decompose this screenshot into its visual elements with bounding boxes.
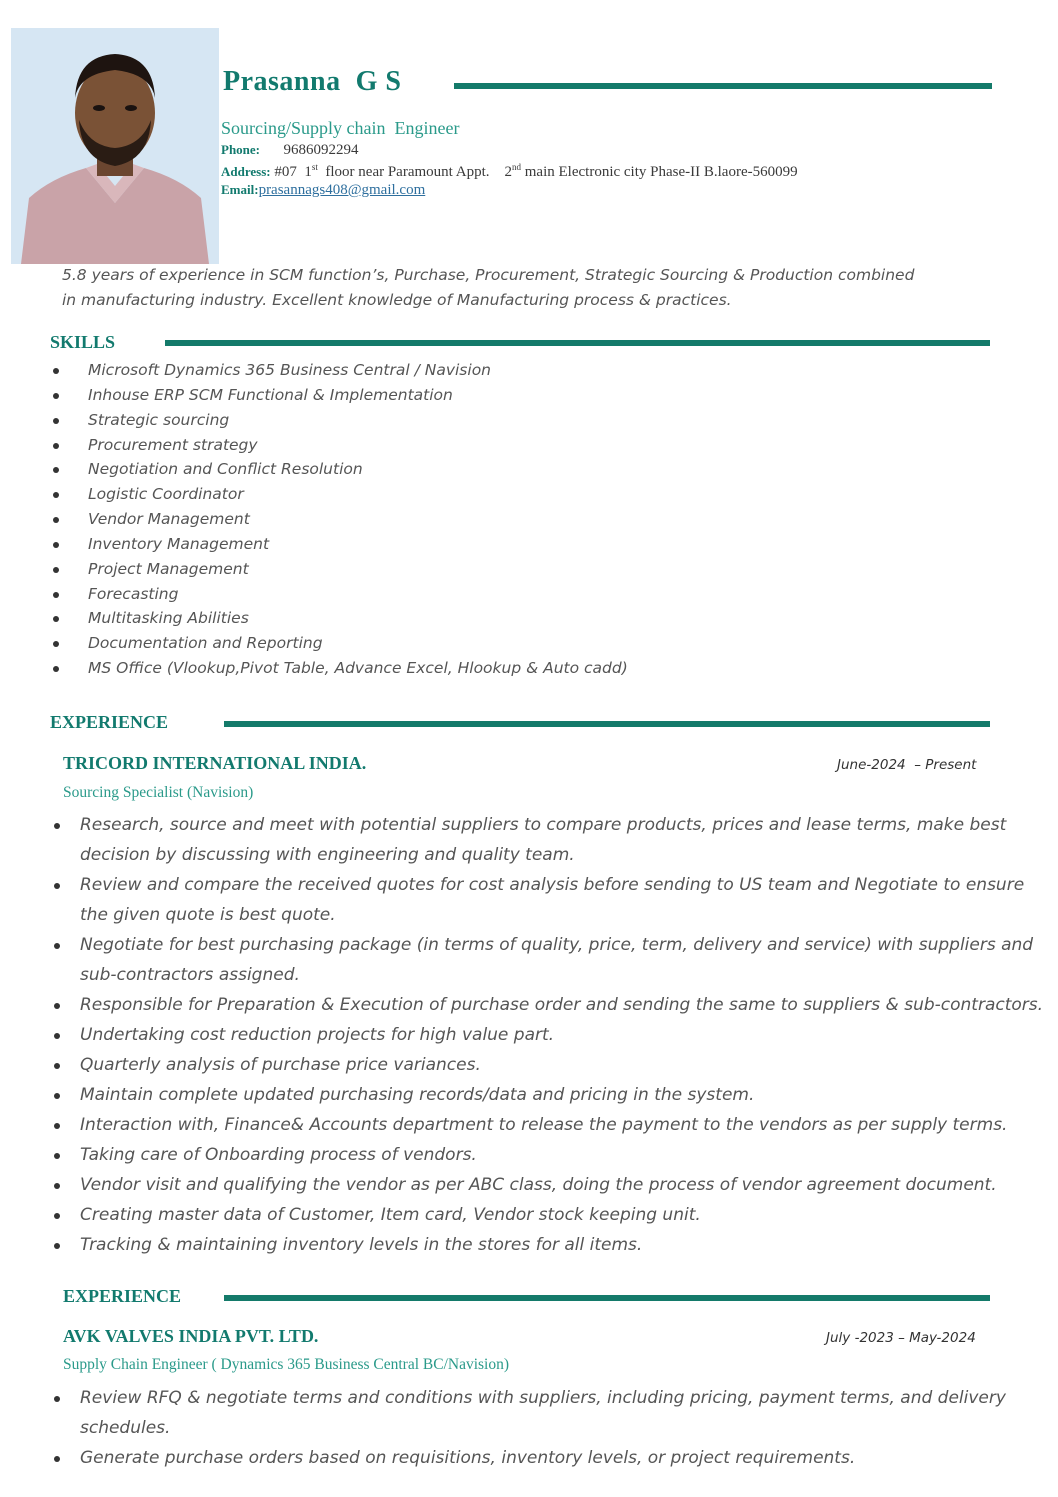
responsibility-item-text: Quarterly analysis of purchase price variances.	[80, 1055, 481, 1075]
address-sup2: nd	[512, 162, 522, 172]
address-label: Address:	[221, 164, 271, 179]
bullet-icon	[54, 1183, 60, 1189]
responsibility-item-text: Tracking & maintaining inventory levels in the stores for all items.	[80, 1235, 643, 1255]
skill-item	[52, 408, 752, 433]
summary-line-2: in manufacturing industry. Excellent knowledge of Manufacturing process & practices.	[62, 291, 732, 309]
responsibility-item	[52, 1080, 1052, 1110]
email-label: Email:	[221, 182, 259, 197]
summary-line-1: 5.8 years of experience in SCM function’s, Purchase, Procurement, Strategic Sourcing & Production combined	[62, 266, 915, 284]
bullet-icon	[53, 616, 59, 622]
responsibility-item-text: Taking care of Onboarding process of vendors.	[80, 1145, 477, 1165]
bullet-icon	[54, 1243, 60, 1249]
experience-divider-2	[224, 1295, 990, 1301]
profile-photo	[11, 28, 219, 264]
company-name-2: AVK VALVES INDIA PVT. LTD.	[63, 1326, 319, 1346]
email-row	[221, 182, 425, 199]
skill-item-text: Project Management	[88, 559, 249, 578]
skill-item-text: Multitasking Abilities	[88, 609, 249, 628]
responsibility-item-text: Vendor visit and qualifying the vendor as per ABC class, doing the process of vendor agreement document.	[80, 1175, 997, 1195]
skill-item-text: Inhouse ERP SCM Functional & Implementation	[88, 385, 453, 404]
skill-item-text: Documentation and Reporting	[88, 634, 323, 653]
bullet-icon	[53, 542, 59, 548]
address-sup1: st	[311, 162, 318, 172]
responsibility-item-text: Negotiate for best purchasing package (in terms of quality, price, term, delivery and service) with suppliers and sub-contractors assigned.	[80, 935, 1034, 985]
bullet-icon	[53, 443, 59, 449]
bullet-icon	[53, 517, 59, 523]
responsibility-item	[52, 1383, 1052, 1443]
job-role-1: Sourcing Specialist (Navision)	[63, 784, 254, 801]
bullet-icon	[54, 943, 60, 949]
candidate-name: Prasanna G S	[223, 66, 402, 97]
responsibility-item-text: Interaction with, Finance& Accounts department to release the payment to the vendors as per supply terms.	[80, 1115, 1008, 1135]
address-row: Address: #07 1st floor near Paramount Appt. 2nd main Electronic city Phase-II B.laore-560099	[221, 162, 798, 180]
responsibility-item	[52, 930, 1052, 990]
company-name-1: TRICORD INTERNATIONAL INDIA.	[63, 753, 367, 773]
skill-item-text: Negotiation and Conflict Resolution	[88, 460, 363, 479]
job-role-2: Supply Chain Engineer ( Dynamics 365 Business Central BC/Navision)	[63, 1356, 510, 1373]
bullet-icon	[54, 1396, 60, 1402]
bullet-icon	[54, 1123, 60, 1129]
bullet-icon	[54, 1093, 60, 1099]
responsibility-item	[52, 1200, 1052, 1230]
address-part1: #07	[274, 164, 297, 180]
address-part3: main Electronic city Phase-II B.laore-560099	[524, 164, 798, 180]
skill-item-text: Vendor Management	[88, 510, 250, 529]
experience-heading-2: EXPERIENCE	[63, 1286, 182, 1306]
phone-label: Phone:	[221, 142, 260, 157]
address-part2: floor near Paramount Appt.	[325, 164, 490, 180]
responsibility-item	[52, 1020, 1052, 1050]
experience-bullets-2	[52, 1383, 1052, 1473]
responsibility-item-text: Generate purchase orders based on requisitions, inventory levels, or project requirements.	[80, 1448, 856, 1468]
job-title: Sourcing/Supply chain Engineer	[221, 118, 460, 138]
skill-item	[52, 656, 752, 681]
skill-item	[52, 507, 752, 532]
name-divider	[454, 83, 992, 89]
skill-item-text: Procurement strategy	[88, 435, 258, 454]
skills-divider	[165, 340, 990, 346]
bullet-icon	[53, 567, 59, 573]
bullet-icon	[54, 1033, 60, 1039]
bullet-icon	[53, 418, 59, 424]
phone-value: 9686092294	[283, 142, 359, 158]
responsibility-item-text: Responsible for Preparation & Execution of purchase order and sending the same to suppliers & sub-contractors.	[80, 995, 1044, 1015]
skill-item-text: Forecasting	[88, 584, 179, 603]
responsibility-item-text: Review and compare the received quotes for cost analysis before sending to US team and Negotiate to ensure the given quote is best quote.	[80, 875, 1025, 925]
responsibility-item	[52, 1230, 1052, 1260]
responsibility-item-text: Undertaking cost reduction projects for high value part.	[80, 1025, 555, 1045]
skill-item	[52, 457, 752, 482]
skills-list	[52, 358, 752, 681]
responsibility-item	[52, 1050, 1052, 1080]
skill-item	[52, 582, 752, 607]
responsibility-item	[52, 990, 1052, 1020]
skill-item	[52, 557, 752, 582]
phone-row	[221, 142, 359, 159]
skill-item	[52, 433, 752, 458]
bullet-icon	[53, 368, 59, 374]
bullet-icon	[53, 467, 59, 473]
skill-item	[52, 383, 752, 408]
employment-dates-1: June-2024 – Present	[837, 757, 977, 773]
bullet-icon	[53, 666, 59, 672]
responsibility-item	[52, 1443, 1052, 1473]
experience-divider-1	[224, 721, 990, 727]
bullet-icon	[54, 1456, 60, 1462]
bullet-icon	[54, 1213, 60, 1219]
bullet-icon	[54, 1153, 60, 1159]
bullet-icon	[54, 823, 60, 829]
bullet-icon	[53, 641, 59, 647]
bullet-icon	[53, 492, 59, 498]
employment-dates-2: July -2023 – May-2024	[826, 1330, 976, 1346]
bullet-icon	[53, 393, 59, 399]
skill-item-text: MS Office (Vlookup,Pivot Table, Advance Excel, Hlookup & Auto cadd)	[88, 659, 628, 678]
responsibility-item-text: Creating master data of Customer, Item card, Vendor stock keeping unit.	[80, 1205, 701, 1225]
skill-item	[52, 532, 752, 557]
responsibility-item-text: Research, source and meet with potential suppliers to compare products, prices and lease terms, make best decision by discussing with engineering and quality team.	[80, 815, 1007, 865]
skill-item	[52, 482, 752, 507]
responsibility-item	[52, 1170, 1052, 1200]
responsibility-item-text: Review RFQ & negotiate terms and conditions with suppliers, including pricing, payment terms, and delivery schedules.	[80, 1388, 1006, 1438]
skill-item-text: Logistic Coordinator	[88, 485, 244, 504]
responsibility-item	[52, 870, 1052, 930]
skills-heading: SKILLS	[50, 332, 116, 352]
experience-heading-1: EXPERIENCE	[50, 712, 169, 732]
bullet-icon	[54, 1063, 60, 1069]
email-link[interactable]: prasannags408@gmail.com	[258, 182, 426, 198]
skill-item	[52, 606, 752, 631]
profile-summary	[62, 263, 982, 313]
bullet-icon	[54, 1003, 60, 1009]
bullet-icon	[53, 592, 59, 598]
responsibility-item	[52, 810, 1052, 870]
skill-item	[52, 358, 752, 383]
skill-item	[52, 631, 752, 656]
skill-item-text: Inventory Management	[88, 534, 270, 553]
responsibility-item-text: Maintain complete updated purchasing records/data and pricing in the system.	[80, 1085, 755, 1105]
skill-item-text: Strategic sourcing	[88, 410, 230, 429]
responsibility-item	[52, 1110, 1052, 1140]
skill-item-text: Microsoft Dynamics 365 Business Central / Navision	[88, 361, 491, 379]
responsibility-item	[52, 1140, 1052, 1170]
bullet-icon	[54, 883, 60, 889]
experience-bullets-1	[52, 810, 1052, 1260]
